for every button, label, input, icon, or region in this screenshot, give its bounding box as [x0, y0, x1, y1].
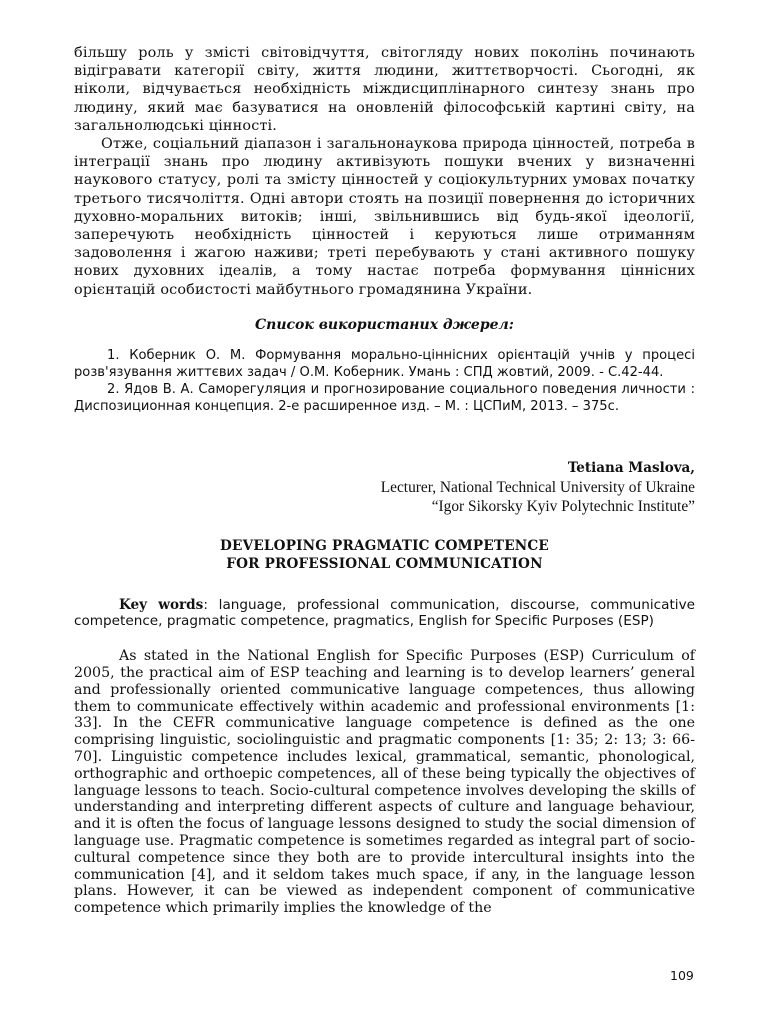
document-page	[74, 44, 695, 917]
ukrainian-paragraph-1: більшу роль у змісті світовідчуття, світогляду нових поколінь починають відігравати категорії світу, життя людини, життєтворчості. Сьогодні, як ніколи, відчувається необхідність міждисциплінарного синтезу знань про людину, який має базуватися на оновленій філософській картині світу, на загальнолюдські цінності.	[74, 45, 695, 134]
article-title-line-1: DEVELOPING PRAGMATIC COMPETENCE	[220, 537, 549, 554]
article-title-line-2: FOR PROFESSIONAL COMMUNICATION	[226, 556, 543, 573]
page-number: 109	[670, 968, 694, 983]
author-name: Tetiana Maslova,	[567, 459, 695, 476]
keywords-label: Key words	[119, 596, 204, 613]
article-title	[74, 537, 695, 574]
references-list	[74, 347, 695, 416]
references-title: Список використаних джерел:	[255, 316, 514, 333]
ukrainian-paragraph-2: Отже, соціальний діапазон і загальнонаукова природа цінностей, потреба в інтеграції знань про людину активізують пошуки вчених у визначенні наукового статусу, ролі та змісту цінностей у соціокультурних умовах початку третього тисячоліття. Одні автори стоять на позиції повернення до історичних духовно-моральних витоків; інші, звільнившись від будь-якої ідеології, заперечують необхідність цінностей і керуються лише отриманням задоволення і жагою наживи; треті перебувають у стані активного пошуку нових духовних ідеалів, а тому настає потреба формування ціннісних орієнтацій особистості майбутнього громадянина України.	[74, 136, 695, 298]
author-affiliation-line-1: Lecturer, National Technical University of Ukraine	[380, 478, 695, 496]
author-block	[74, 459, 695, 517]
reference-item: 1. Коберник О. М. Формування морально-ціннісних орієнтацій учнів у процесі розв'язування життєвих задач / О.М. Коберник. Умань : СПД жовтий, 2009. - С.42-44.	[74, 347, 695, 381]
keywords-paragraph	[74, 597, 695, 630]
author-affiliation-line-2: “Igor Sikorsky Kyiv Polytechnic Institute”	[431, 498, 695, 516]
reference-item: 2. Ядов В. А. Саморегуляция и прогнозирование социального поведения личности : Диспозиционная концепция. 2-е расширенное изд. – М. : ЦСПиМ, 2013. – 375с.	[74, 382, 695, 415]
body-paragraph: As stated in the National English for Specific Purposes (ESP) Curriculum of 2005, the practical aim of ESP teaching and learning is to develop learners’ general and professionally oriented communicative language competences, thus allowing them to communicate effectively within academic and professional environments [1: 33]. In the CEFR communicative language competence is defined as the one comprising linguistic, sociolinguistic and pragmatic components [1: 35; 2: 13; 3: 66-70]. Linguistic competence includes lexical, grammatical, semantic, phonological, orthographic and orthoepic competences, all of these being typically the objectives of language lessons to teach. Socio-cultural competence involves developing the skills of understanding and interpreting different aspects of culture and language behaviour, and it is often the focus of language lessons designed to study the social dimension of language use. Pragmatic competence is sometimes regarded as integral part of socio-cultural competence since they both are to provide intercultural insights into the communication [4], and it seldom takes much space, if any, in the language lesson plans. However, it can be viewed as independent component of communicative competence which primarily implies the knowledge of the	[74, 648, 695, 917]
keywords-text: : language, professional communication, discourse, communicative competence, pragmatic competence, pragmatics, English for Specific Purposes (ESP)	[74, 596, 695, 629]
